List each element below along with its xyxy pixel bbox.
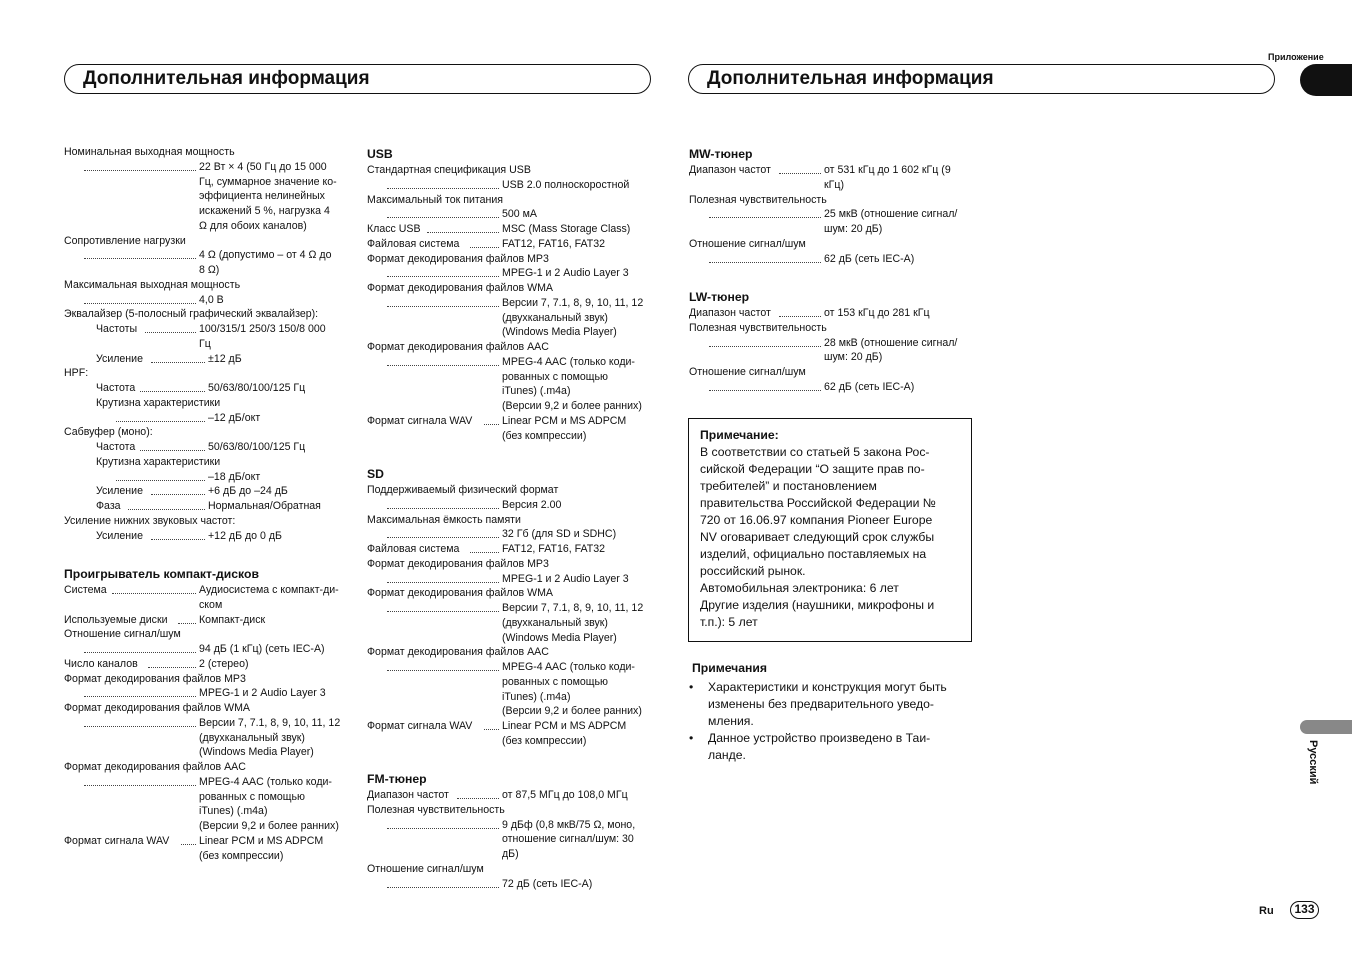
spec-value: дБ) xyxy=(502,848,519,860)
section-title: Проигрыватель компакт-дисков xyxy=(64,567,259,581)
spec-label: Максимальная выходная мощность xyxy=(64,278,241,291)
right-page-title: Дополнительная информация xyxy=(707,68,994,89)
spec-value: +12 дБ до 0 дБ xyxy=(208,529,282,542)
spec-value: (Версии 9,2 и более ранних) xyxy=(502,705,642,718)
section-title: USB xyxy=(367,147,393,161)
spec-value: рованных с помощью xyxy=(502,370,608,383)
note-line: российский рынок. xyxy=(700,564,806,578)
spec-value: отношение сигнал/шум: 30 xyxy=(502,833,634,846)
spec-value: MPEG-4 AAC (только коди- xyxy=(502,661,635,673)
language-tab-label: Русский xyxy=(1307,740,1319,785)
spec-value: (Версии 9,2 и более ранних) xyxy=(502,400,642,412)
spec-label: Крутизна характеристики xyxy=(96,455,221,468)
spec-value: MPEG-1 и 2 Audio Layer 3 xyxy=(502,267,629,280)
note-line: правительства Российской Федерации № xyxy=(700,496,936,510)
spec-label: Сабвуфер (моно): xyxy=(64,426,153,439)
spec-label: Формат декодирования файлов MP3 xyxy=(367,252,549,265)
spec-value: (без компрессии) xyxy=(199,849,284,862)
spec-label: Отношение сигнал/шум xyxy=(64,628,181,641)
spec-label: Поддерживаемый физический формат xyxy=(367,484,559,496)
spec-label: Частоты xyxy=(96,323,138,335)
note-line: сийской Федерации “О защите прав по- xyxy=(700,462,925,476)
spec-value: Ω для обоих каналов) xyxy=(199,219,307,232)
spec-value: эффициента нелинейных xyxy=(199,190,325,203)
spec-label: Система xyxy=(64,584,107,596)
left-page-title: Дополнительная информация xyxy=(83,68,370,89)
spec-label: Файловая система xyxy=(367,543,460,555)
spec-value: Нормальная/Обратная xyxy=(208,500,321,512)
spec-value: от 531 кГц до 1 602 кГц (9 xyxy=(824,164,951,176)
spec-value: Аудиосистема с компакт-ди- xyxy=(199,584,339,596)
spec-value: ±12 дБ xyxy=(208,352,242,365)
spec-value: рованных с помощью xyxy=(502,675,608,688)
spec-value: MPEG-4 AAC (только коди- xyxy=(502,355,635,368)
spec-value: 9 дБф (0,8 мкВ/75 Ω, моно, xyxy=(502,818,636,831)
spec-label: Диапазон частот xyxy=(689,164,771,176)
spec-value: 94 дБ (1 кГц) (сеть IEC-A) xyxy=(199,643,325,655)
left-page-header xyxy=(64,64,651,94)
spec-value: iTunes) (.m4a) xyxy=(502,385,571,398)
notes-section xyxy=(689,660,978,764)
note-line: NV оговаривает следующий срок службы xyxy=(700,530,935,544)
spec-label: Формат декодирования файлов AAC xyxy=(64,761,246,773)
sd-specs xyxy=(367,466,657,749)
mw-tuner-specs xyxy=(689,146,979,266)
spec-value: шум: 20 дБ) xyxy=(824,351,883,364)
spec-value: (Windows Media Player) xyxy=(199,746,314,759)
spec-value: 4 Ω (допустимо – от 4 Ω до xyxy=(199,249,332,262)
spec-value: (двухканальный звук) xyxy=(502,311,608,324)
spec-value: 72 дБ (сеть IEC-A) xyxy=(502,877,593,890)
spec-value: (двухканальный звук) xyxy=(502,616,608,629)
spec-label: Усиление xyxy=(96,485,143,498)
spec-label: Формат декодирования файлов WMA xyxy=(64,702,250,714)
spec-value: 4,0 В xyxy=(199,293,224,306)
cd-player-specs xyxy=(64,566,354,863)
usb-specs xyxy=(367,146,657,443)
note-text xyxy=(700,427,966,631)
amplifier-specs xyxy=(64,145,354,543)
spec-value: 62 дБ (сеть IEC-A) xyxy=(824,380,915,393)
list-item-line: Характеристики и конструкция могут быть xyxy=(708,680,947,694)
spec-value: 22 Вт × 4 (50 Гц до 15 000 xyxy=(199,160,327,173)
section-tab xyxy=(1300,64,1352,96)
spec-value: (Windows Media Player) xyxy=(502,326,617,339)
lw-tuner-specs xyxy=(689,289,979,395)
fm-tuner-specs xyxy=(367,771,657,891)
spec-label: Сопротивление нагрузки xyxy=(64,234,186,247)
spec-value: –18 дБ/окт xyxy=(208,470,261,483)
list-item xyxy=(689,679,978,730)
spec-value: iTunes) (.m4a) xyxy=(502,690,571,703)
spec-value: 500 мА xyxy=(502,208,537,221)
spec-label: Формат декодирования файлов AAC xyxy=(367,341,549,353)
notes-title: Примечания xyxy=(692,661,768,675)
spec-value: шум: 20 дБ) xyxy=(824,223,883,235)
spec-value: Версии 7, 7.1, 8, 9, 10, 11, 12 xyxy=(502,602,644,614)
spec-value: ском xyxy=(199,598,223,611)
spec-value: Компакт-диск xyxy=(199,613,266,626)
spec-value: 100/315/1 250/3 150/8 000 xyxy=(199,323,326,335)
spec-label: Эквалайзер (5-полосный графический эквалайзер): xyxy=(64,308,319,321)
spec-label: HPF: xyxy=(64,367,89,380)
spec-value: (без компрессии) xyxy=(502,429,587,442)
spec-value: Linear PCM и MS ADPCM xyxy=(502,414,627,427)
spec-value: Linear PCM и MS ADPCM xyxy=(199,834,324,847)
spec-value: Версии 7, 7.1, 8, 9, 10, 11, 12 xyxy=(199,716,341,729)
spec-value: от 153 кГц до 281 кГц xyxy=(824,307,930,319)
spec-value: 50/63/80/100/125 Гц xyxy=(208,382,306,394)
section-title: LW-тюнер xyxy=(689,290,750,304)
spec-value: 62 дБ (сеть IEC-A) xyxy=(824,252,915,265)
note-title: Примечание: xyxy=(700,428,779,442)
spec-label: Полезная чувствительность xyxy=(367,803,505,816)
spec-label: Полезная чувствительность xyxy=(689,193,827,206)
note-line: т.п.): 5 лет xyxy=(700,615,758,629)
spec-value: iTunes) (.m4a) xyxy=(199,805,268,818)
spec-value: FAT12, FAT16, FAT32 xyxy=(502,237,606,250)
spec-label: Усиление xyxy=(96,352,143,365)
spec-label: Фаза xyxy=(96,500,121,512)
list-item xyxy=(689,730,978,764)
spec-label: Файловая система xyxy=(367,237,460,250)
spec-label: Отношение сигнал/шум xyxy=(367,862,484,875)
note-line: В соответствии со статьей 5 закона Рос- xyxy=(700,445,930,459)
note-line: 720 от 16.06.97 компания Pioneer Europe xyxy=(700,513,933,527)
section-title: SD xyxy=(367,467,384,481)
spec-label: Диапазон частот xyxy=(689,307,771,319)
spec-label: Формат сигнала WAV xyxy=(367,414,473,427)
spec-value: +6 дБ до –24 дБ xyxy=(208,485,288,498)
spec-value: MPEG-1 и 2 Audio Layer 3 xyxy=(502,572,629,585)
spec-label: Усиление нижних звуковых частот: xyxy=(64,514,236,527)
section-title: FM-тюнер xyxy=(367,772,427,786)
spec-value: 25 мкВ (отношение сигнал/ xyxy=(824,208,958,221)
spec-value: рованных с помощью xyxy=(199,790,305,803)
spec-value: искажений 5 %, нагрузка 4 xyxy=(199,205,330,217)
spec-label: Отношение сигнал/шум xyxy=(689,366,806,378)
spec-value: MSC (Mass Storage Class) xyxy=(502,223,631,235)
spec-label: Частота xyxy=(96,382,136,394)
spec-label: Формат декодирования файлов WMA xyxy=(367,587,553,600)
spec-label: Формат декодирования файлов MP3 xyxy=(367,557,549,570)
spec-value: 28 мкВ (отношение сигнал/ xyxy=(824,336,958,349)
spec-label: Число каналов xyxy=(64,657,138,670)
note-line: изделий, официально поставляемых на xyxy=(700,547,927,561)
spec-value: Версии 7, 7.1, 8, 9, 10, 11, 12 xyxy=(502,296,644,309)
spec-value: (двухканальный звук) xyxy=(199,731,305,744)
list-item-line: мления. xyxy=(708,714,754,728)
spec-label: Отношение сигнал/шум xyxy=(689,237,806,250)
spec-value: кГц) xyxy=(824,178,844,191)
spec-label: Формат сигнала WAV xyxy=(367,720,473,732)
appendix-label: Приложение xyxy=(1268,52,1324,62)
spec-value: от 87,5 МГц до 108,0 МГц xyxy=(502,789,628,801)
note-line: требителей” и постановлением xyxy=(700,479,877,493)
spec-label: Формат сигнала WAV xyxy=(64,834,170,847)
spec-label: Формат декодирования файлов MP3 xyxy=(64,672,246,685)
spec-label: Крутизна характеристики xyxy=(96,396,221,409)
spec-label: Используемые диски xyxy=(64,613,168,626)
spec-label: Диапазон частот xyxy=(367,789,449,801)
spec-label: Формат декодирования файлов AAC xyxy=(367,646,549,659)
spec-label: Класс USB xyxy=(367,223,421,235)
list-item-line: ланде. xyxy=(708,748,746,762)
spec-value: Версия 2.00 xyxy=(502,498,562,511)
spec-value: FAT12, FAT16, FAT32 xyxy=(502,543,606,555)
spec-value: Linear PCM и MS ADPCM xyxy=(502,720,627,732)
spec-label: Усиление xyxy=(96,529,143,542)
section-title: MW-тюнер xyxy=(689,147,753,161)
spec-label: Стандартная спецификация USB xyxy=(367,164,531,176)
spec-label: Максимальный ток питания xyxy=(367,193,503,206)
spec-value: (без компрессии) xyxy=(502,734,587,747)
note-line: Другие изделия (наушники, микрофоны и xyxy=(700,598,935,612)
language-code: Ru xyxy=(1259,905,1274,917)
bullet-icon: • xyxy=(689,680,694,694)
spec-value: MPEG-4 AAC (только коди- xyxy=(199,775,332,788)
note-line: Автомобильная электроника: 6 лет xyxy=(700,581,899,595)
spec-value: 8 Ω) xyxy=(199,264,220,276)
language-tab-marker xyxy=(1300,720,1352,734)
spec-value: (Версии 9,2 и более ранних) xyxy=(199,820,339,832)
spec-label: Номинальная выходная мощность xyxy=(64,146,235,158)
spec-label: Полезная чувствительность xyxy=(689,321,827,334)
list-item-line: Данное устройство произведено в Таи- xyxy=(708,731,931,745)
spec-value: (Windows Media Player) xyxy=(502,631,617,644)
spec-value: Гц, суммарное значение ко- xyxy=(199,175,337,188)
bullet-icon: • xyxy=(689,731,694,745)
spec-value: 32 Гб (для SD и SDHC) xyxy=(502,528,617,541)
spec-label: Максимальная ёмкость памяти xyxy=(367,513,521,526)
list-item-line: изменены без предварительного уведо- xyxy=(708,697,934,711)
spec-value: 2 (стерео) xyxy=(199,657,249,670)
right-page-header xyxy=(688,64,1275,94)
spec-label: Формат декодирования файлов WMA xyxy=(367,282,553,294)
page-number: 133 xyxy=(1290,901,1319,919)
spec-value: Гц xyxy=(199,337,211,350)
spec-value: –12 дБ/окт xyxy=(208,411,261,424)
spec-value: MPEG-1 и 2 Audio Layer 3 xyxy=(199,687,326,700)
spec-label: Частота xyxy=(96,441,136,453)
spec-value: USB 2.0 полноскоростной xyxy=(502,178,630,191)
spec-value: 50/63/80/100/125 Гц xyxy=(208,441,306,453)
